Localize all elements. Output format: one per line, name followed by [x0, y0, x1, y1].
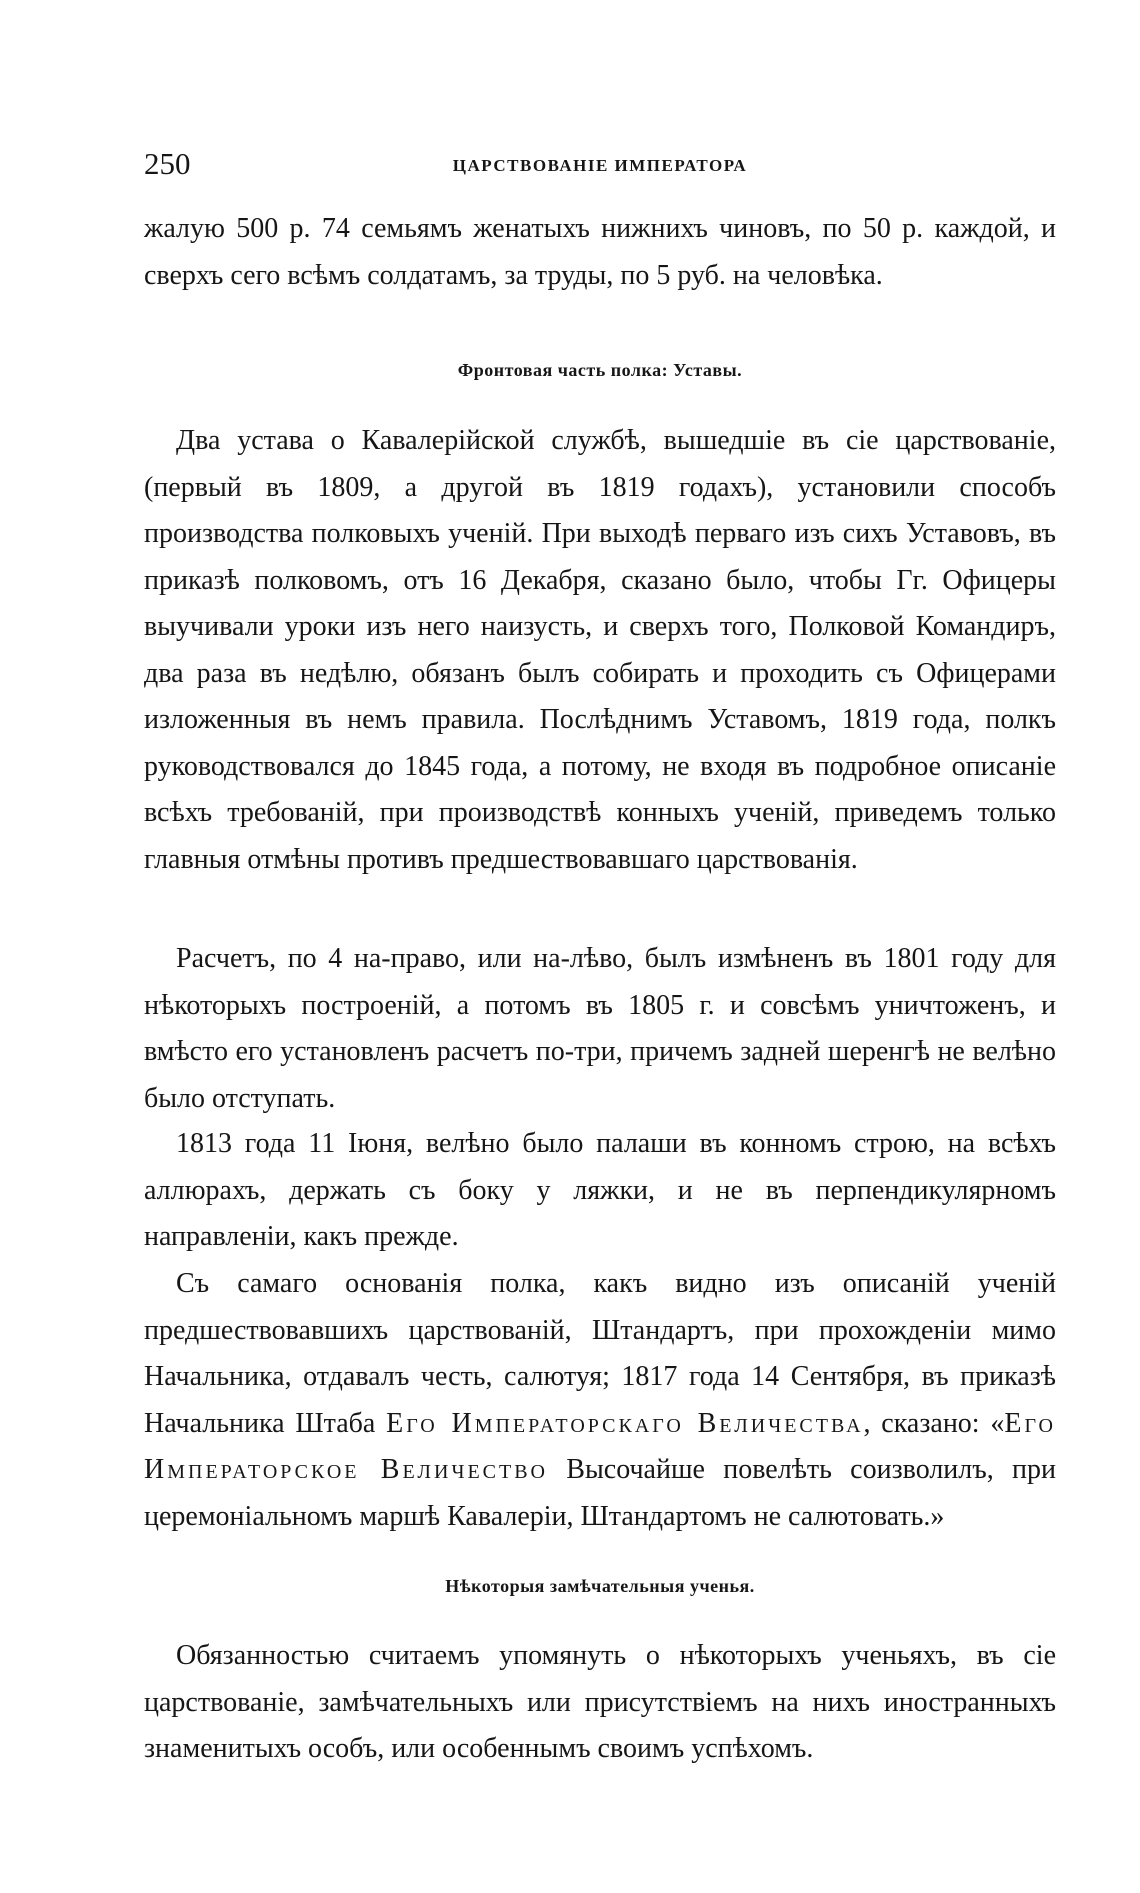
- paragraph-standard-salute-part-a: Съ самаго основанія полка, какъ видно изъ описаній ученій предшествовавшихъ царствованій, Штандартъ, при прохожденіи мимо Начальника, отдавалъ честь, салютуя; 1817 года 14 Сентября, въ приказѣ Начальника Штаба: [144, 1268, 1056, 1439]
- paragraph-notable-exercises: Обязанностью считаемъ упомянуть о нѣкоторыхъ ученьяхъ, въ сіе царствованіе, замѣчательныхъ или присутствіемъ на нихъ иностранныхъ знаменитыхъ особъ, или особеннымъ своимъ успѣхомъ.: [144, 1640, 1056, 1764]
- title-his-majesty-nominative: Его Императорское Величество: [144, 1407, 1056, 1485]
- page-number: 250: [144, 146, 191, 181]
- paragraph-standard-salute-part-c: Высочайше повелѣть соизволилъ, при церемоніальномъ маршѣ Кавалеріи, Штандартомъ не салютовать.»: [144, 1454, 1056, 1532]
- paragraph-counting: Расчетъ, по 4 на-право, или на-лѣво, былъ измѣненъ въ 1801 году для нѣкоторыхъ построеній, а потомъ въ 1805 г. и совсѣмъ уничтоженъ, и вмѣсто его установленъ расчетъ по-три, причемъ задней шеренгѣ не велѣно было отступать.: [144, 943, 1056, 1114]
- section-heading-notable-exercises: Нѣкоторыя замѣчательныя ученья.: [445, 1576, 755, 1596]
- page-header: [144, 146, 1056, 186]
- paragraph-donations: жалую 500 р. 74 семьямъ женатыхъ нижнихъ чиновъ, по 50 р. каждой, и сверхъ сего всѣмъ солдатамъ, за труды, по 5 руб. на человѣка.: [144, 213, 1056, 291]
- running-head: ЦАРСТВОВАНІЕ ИМПЕРАТОРА: [452, 156, 748, 175]
- section-heading-regulations: Фронтовая часть полка: Уставы.: [457, 360, 743, 380]
- paragraph-standard-salute: [144, 1261, 1056, 1540]
- title-his-majesty-genitive: Его Императорскаго Величества: [386, 1407, 864, 1439]
- paragraph-standard-salute-part-b: , сказано: «: [863, 1407, 1005, 1439]
- paragraph-cavalry-regulations: Два устава о Кавалерійской службѣ, вышедшіе въ сіе царствованіе, (первый въ 1809, а другой въ 1819 годахъ), установили способъ производства полковыхъ ученій. При выходѣ перваго изъ сихъ Уставовъ, въ приказѣ полковомъ, отъ 16 Декабря, сказано было, чтобы Гг. Офицеры выучивали уроки изъ него наизусть, и сверхъ того, Полковой Командиръ, два раза въ недѣлю, обязанъ былъ собирать и проходить съ Офицерами изложенныя въ немъ правила. Послѣднимъ Уставомъ, 1819 года, полкъ руководствовался до 1845 года, а потому, не входя въ подробное описаніе всѣхъ требованій, при производствѣ конныхъ ученій, приведемъ только главныя отмѣны противъ предшествовавшаго царствованія.: [144, 425, 1056, 875]
- paragraph-sabres: 1813 года 11 Іюня, велѣно было палаши въ конномъ строю, на всѣхъ аллюрахъ, держать съ боку у ляжки, и не въ перпендикулярномъ направленіи, какъ прежде.: [144, 1128, 1056, 1252]
